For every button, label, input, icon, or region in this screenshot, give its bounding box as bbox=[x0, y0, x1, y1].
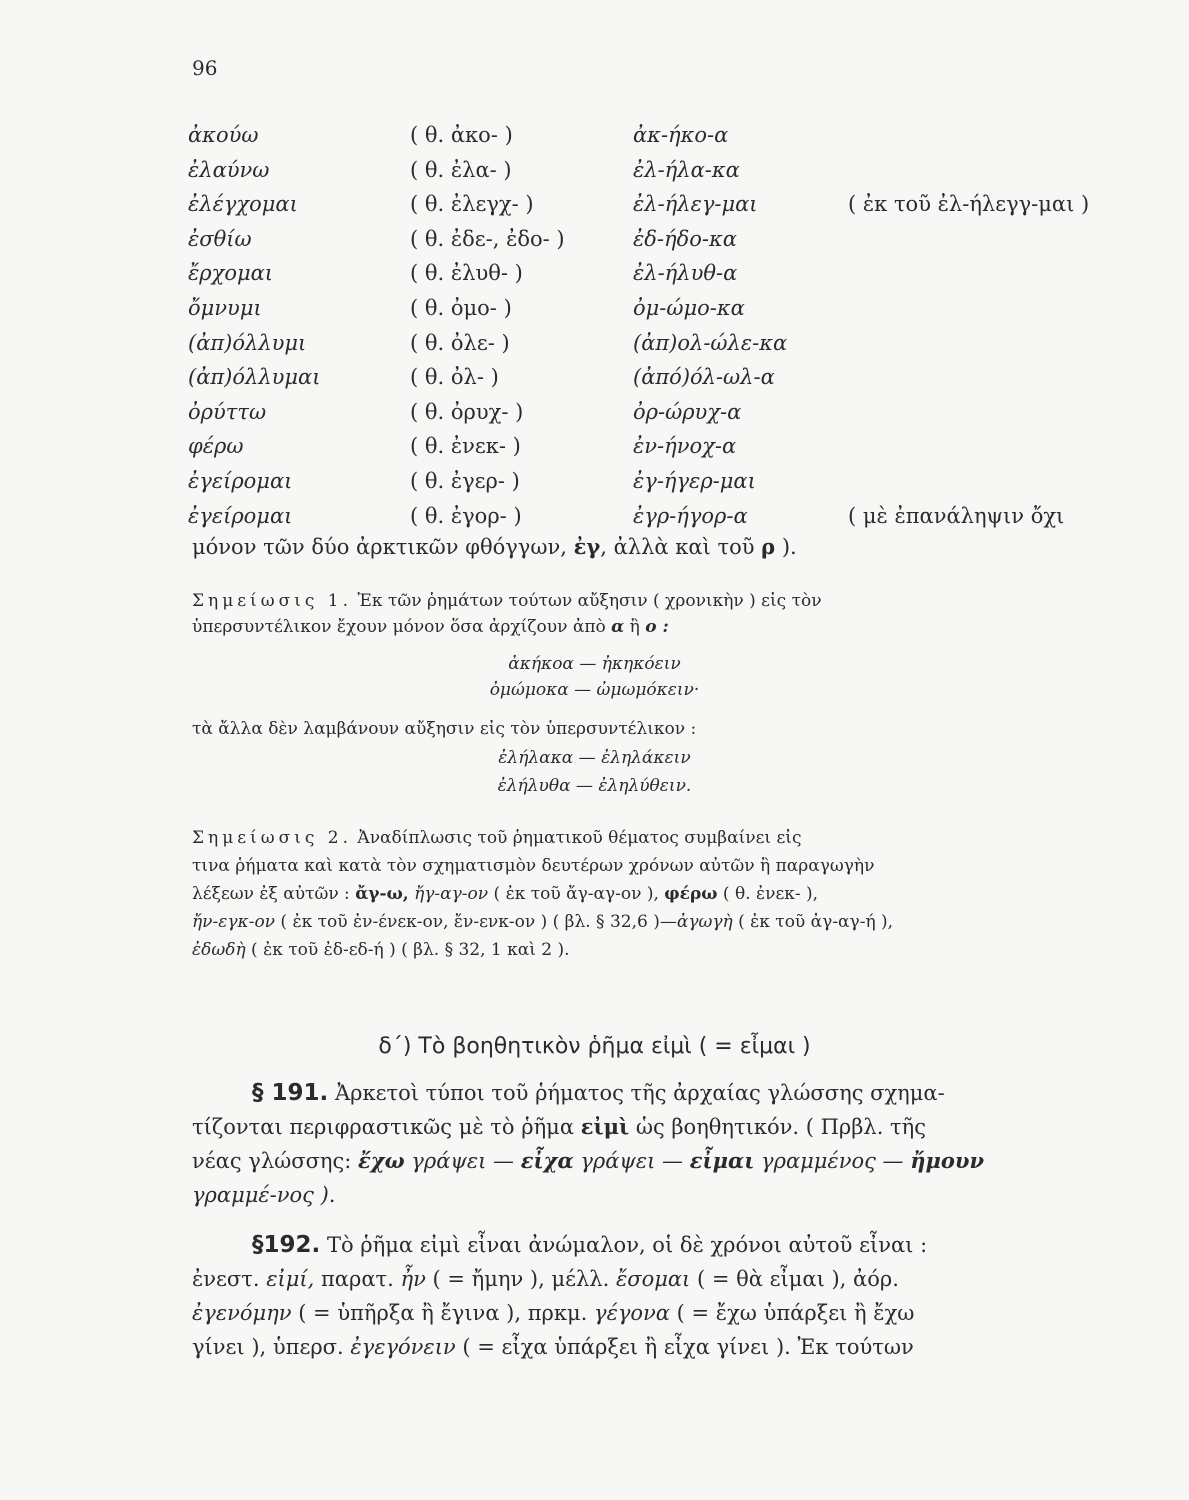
verb-note: ( μὲ ἐπανάληψιν ὄχι bbox=[848, 503, 1065, 528]
verb-form: ὀρύττω bbox=[188, 399, 267, 424]
verb-theme: ( θ. ἐγορ- ) bbox=[410, 503, 522, 528]
verb-form: ἐγείρομαι bbox=[188, 503, 293, 528]
note2-line4: ἤν-εγκ-ον ( ἐκ τοῦ ἐν-ένεκ-ον, ἔν-ενκ-ον ) ( βλ. § 32,6 )—ἀγωγὴ ( ἐκ τοῦ ἀγ-αγ-ή ), bbox=[192, 912, 894, 932]
verb-perfect: ἐλ-ήλα-κα bbox=[633, 157, 740, 182]
verb-perfect: ἐν-ήνοχ-α bbox=[633, 434, 737, 459]
verb-theme: ( θ. ἐνεκ- ) bbox=[410, 434, 521, 459]
note2-line1: Σημείωσις 2. Ἀναδίπλωσις τοῦ ῥηματικοῦ θέματος συμβαίνει εἰς bbox=[192, 828, 802, 848]
verb-perfect: ἀκ-ήκο-α bbox=[633, 123, 729, 147]
verb-perfect: (ἀπό)όλ-ωλ-α bbox=[633, 365, 775, 390]
verb-form: ἀκούω bbox=[188, 123, 259, 147]
paragraph-191: § 191. Ἀρκετοὶ τύποι τοῦ ῥήματος τῆς ἀρχαίας γλώσσης σχημα- τίζονται περιφραστικῶς μὲ τὸ ῥῆμα εἰμὶ ὡς βοηθητικόν. ( Πρβλ. τῆς νέας γλώσσης: ἔχω γράψει — εἶχα γράψει — εἶμαι γραμμένος — ἤμουν γραμμέ-νος ). bbox=[192, 1080, 985, 1207]
section-number-192: §192. bbox=[252, 1232, 321, 1258]
note2-line5: ἐδωδὴ ( ἐκ τοῦ ἐδ-εδ-ή ) ( βλ. § 32, 1 καὶ 2 ). bbox=[192, 940, 570, 960]
section-number-191: § 191. bbox=[252, 1080, 329, 1106]
note1-example4: ἐλήλυθα — ἐληλύθειν. bbox=[497, 776, 692, 796]
verb-form: ἐλέγχομαι bbox=[188, 192, 298, 217]
verb-note: ( ἐκ τοῦ ἐλ-ήλεγγ-μαι ) bbox=[848, 192, 1090, 217]
note1-example2: ὀμώμοκα — ὠμωμόκειν· bbox=[489, 680, 700, 700]
verb-perfect: ἐλ-ήλυθ-α bbox=[633, 261, 738, 286]
verb-theme: ( θ. ὀλε- ) bbox=[410, 330, 510, 355]
verb-form: φέρω bbox=[188, 434, 244, 459]
verb-theme: ( θ. ὀρυχ- ) bbox=[410, 399, 524, 424]
verb-perfect: ὀρ-ώρυχ-α bbox=[633, 399, 742, 424]
verb-theme: ( θ. ὀμο- ) bbox=[410, 295, 512, 320]
verb-form: (ἀπ)όλλυμαι bbox=[188, 365, 321, 390]
verb-theme: ( θ. ἀκο- ) bbox=[410, 123, 513, 147]
note2-line3: λέξεων ἐξ αὐτῶν : ἄγ-ω, ἤγ-αγ-ον ( ἐκ τοῦ ἄγ-αγ-ον ), φέρω ( θ. ἐνεκ- ), bbox=[192, 884, 819, 904]
verb-theme: ( θ. ὀλ- ) bbox=[410, 365, 499, 390]
verb-form: ὄμνυμι bbox=[188, 295, 262, 320]
note1-line1: Σημείωσις 1. Ἐκ τῶν ῥημάτων τούτων αὔξησιν ( χρονικὴν ) εἰς τὸν bbox=[192, 591, 822, 611]
paragraph-192: §192. Τὸ ῥῆμα εἰμὶ εἶναι ἀνώμαλον, οἱ δὲ χρόνοι αὐτοῦ εἶναι : ἐνεστ. εἰμί, παρατ. ἦν ( = ἤμην ), μέλλ. ἔσομαι ( = θὰ εἶμαι ), ἀόρ. ἐγενόμην ( = ὑπῆρξα ἢ ἔγινα ), πρκμ. γέγονα ( = ἔχω ὑπάρξει ἢ ἔχω γίνει ), ὑπερσ. ἐγεγόνειν ( = εἶχα ὑπάρξει ἢ εἶχα γίνει ). Ἐκ τούτων bbox=[192, 1232, 928, 1359]
verb-theme: ( θ. ἐγερ- ) bbox=[410, 468, 520, 493]
verb-form: (ἀπ)όλλυμι bbox=[188, 330, 307, 355]
note1-line3: τὰ ἄλλα δὲν λαμβάνουν αὔξησιν εἰς τὸν ὑπερσυντέλικον : bbox=[192, 719, 697, 739]
verb-perfect: ἐγ-ήγερ-μαι bbox=[633, 468, 756, 493]
verb-theme: ( θ. ἐδε-, ἐδο- ) bbox=[410, 226, 565, 251]
verb-perfect: ἐλ-ήλεγ-μαι bbox=[633, 192, 758, 217]
section-heading: δ΄) Τὸ βοηθητικὸν ῥῆμα εἰμὶ ( = εἶμαι ) bbox=[378, 1034, 811, 1059]
verb-perfect: ἐδ-ήδο-κα bbox=[633, 226, 737, 251]
verb-theme: ( θ. ἐλεγχ- ) bbox=[410, 192, 534, 217]
verb-form: ἐσθίω bbox=[188, 226, 252, 251]
table-continuation-line: μόνον τῶν δύο ἀρκτικῶν φθόγγων, ἐγ, ἀλλὰ καὶ τοῦ ρ ). bbox=[192, 534, 797, 559]
note1-line2: ὑπερσυντέλικον ἔχουν μόνον ὅσα ἀρχίζουν ἀπὸ α ἢ ο : bbox=[192, 617, 669, 637]
note1-example1: ἀκήκοα — ἠκηκόειν bbox=[508, 654, 681, 674]
verb-perfect: ὀμ-ώμο-κα bbox=[633, 295, 745, 320]
verb-form: ἔρχομαι bbox=[188, 261, 274, 286]
note1-example3: ἐλήλακα — ἐληλάκειν bbox=[498, 748, 691, 768]
verb-perfect: ἐγρ-ήγορ-α bbox=[633, 503, 748, 528]
verb-perfect: (ἀπ)ολ-ώλε-κα bbox=[633, 330, 788, 355]
verb-form: ἐλαύνω bbox=[188, 157, 270, 182]
verb-theme: ( θ. ἐλυθ- ) bbox=[410, 261, 523, 286]
page-number: 96 bbox=[192, 56, 218, 80]
note2-line2: τινα ῥήματα καὶ κατὰ τὸν σχηματισμὸν δευτέρων χρόνων αὐτῶν ἢ παραγωγὴν bbox=[192, 856, 875, 876]
verb-theme: ( θ. ἐλα- ) bbox=[410, 157, 512, 182]
verb-form: ἐγείρομαι bbox=[188, 468, 293, 493]
